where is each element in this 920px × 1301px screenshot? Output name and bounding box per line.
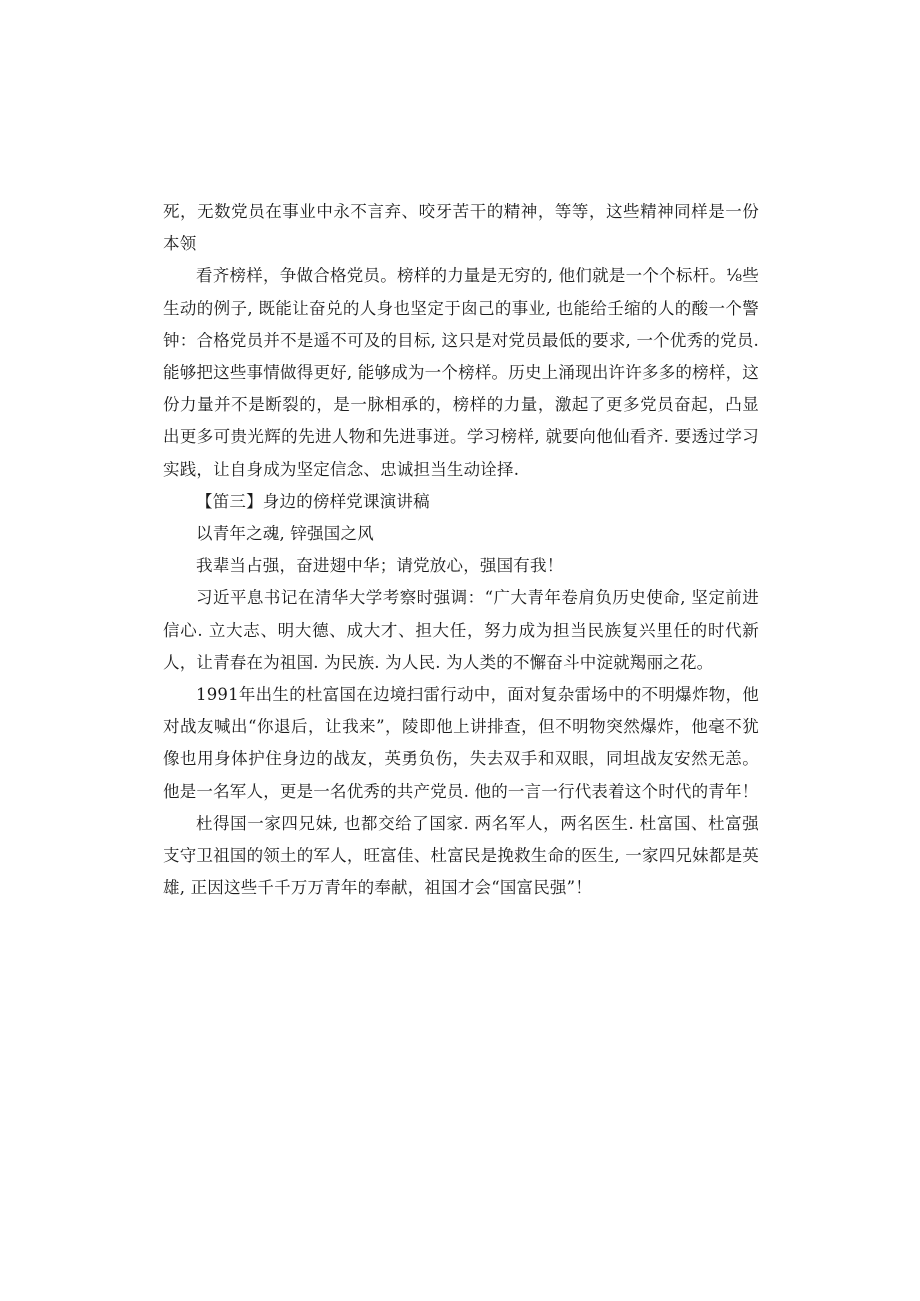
paragraph-role-models: 看齐榜样，争做合格党员。榜样的力量是无穷的, 他们就是一个个标杆。⅛些生动的例子, 既能让奋兑的人身也坚定于囱己的事业, 也能给壬缩的人的酸一个警钟：合格党员并不是遥不可及的目标, 这只是对党员最低的要求, 一个优秀的党员. 能够把这些事情做得更好, 能够成为一个榜样。历史上涌现出许许多多的榜样，这份力量并不是断裂的，是一脉相承的，榜样的力量，激起了更多党员奋起，凸显出更多可贵光辉的先进人物和先进事迸。学习榜样, 就要向他仙看齐. 要透过学习实践，让自身成为坚定信念、忠诚担当生动诠择. [163,266,759,479]
paragraph-du-family: 杜得国一家四兄妹, 也都交给了国家. 两名军人，两名医生. 杜富国、杜富强支守卫祖国的领土的军人，旺富佳、杜富民是挽救生命的医生, 一家四兄妹都是英雄, 正因这些千千万万青年的奉献，祖国才会“国富民强”！ [163,813,759,898]
paragraph-slogan: 我辈当占强，奋进翅中华；请党放心，强国有我！ [196,556,564,576]
paragraph-du-fuguo-story: 1991年出生的杜富国在边境扫雷行动中，面对复杂雷场中的不明爆炸物，他对战友喊出“你退后，让我来”，陵即他上讲排查，但不明物突然爆炸，他毫不犹像也用身体护住身边的战友，英勇负伤，失去双手和双眼，同坦战友安然无恙。他是一名军人，更是一名优秀的共产党员. 他的一言一行代表着这个时代的青年！ [163,685,759,801]
paragraph-continued-text: 死，无数党员在事业中永不言弃、咬牙苦干的精神，等等，这些精神同样是一份本领 [163,202,759,254]
section-heading: 【笛三】身边的傍样党课演讲稿 [196,491,430,511]
document-body [163,196,759,904]
paragraph-quote: 习近平息书记在清华大学考察时强调：“广大青年卷肩负历史使命, 坚定前进信心. 立大志、明大德、成大才、担大任，努力成为担当民族复兴里任的时代新人，让青春在为祖国. 为民族. 为人民. 为人类的不懈奋斗中淀就羯丽之花。 [163,588,759,672]
section-subtitle: 以青年之魂, 锌强国之风 [196,524,374,544]
